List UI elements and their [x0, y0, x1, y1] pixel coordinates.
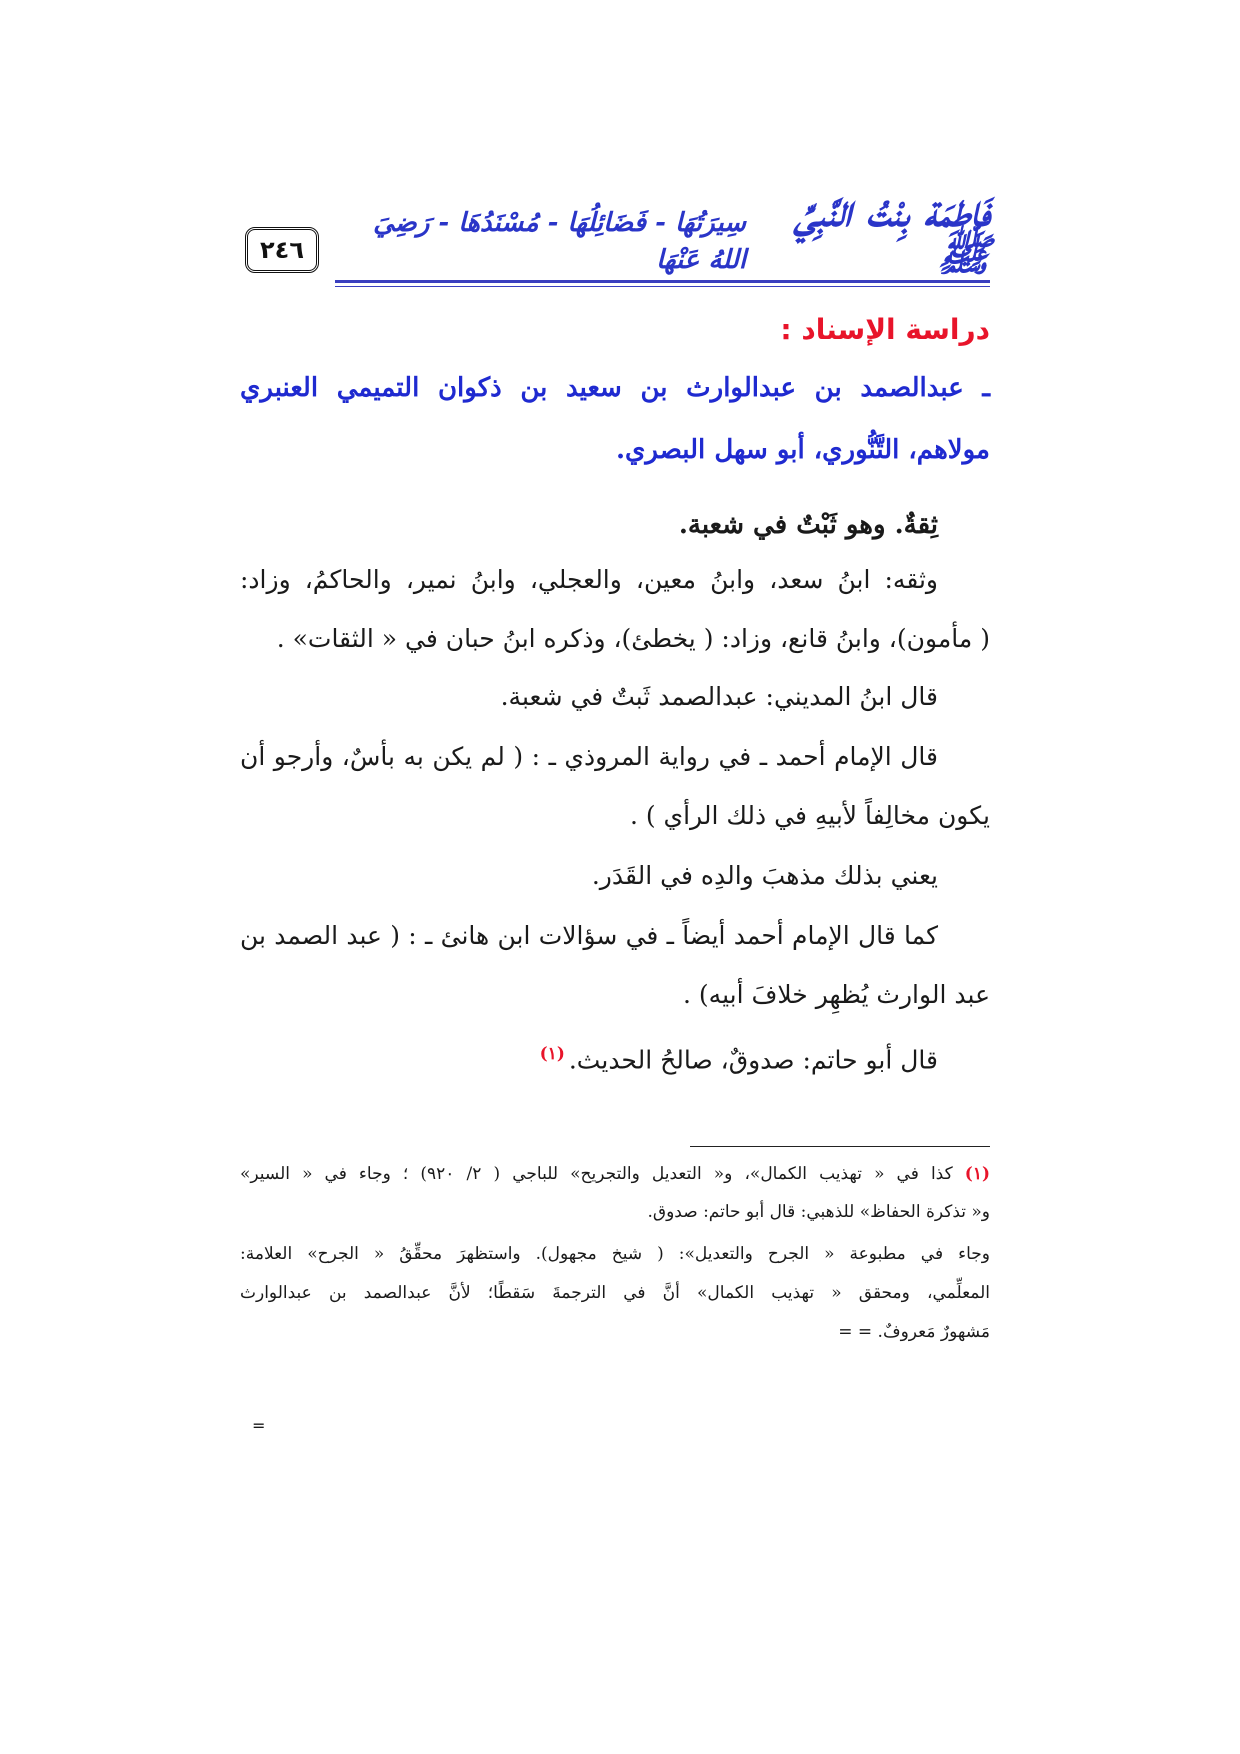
section-title: دراسة الإسناد : [780, 313, 990, 346]
footnote-separator [690, 1146, 990, 1147]
ahmad-quote-line-2: يكون مخالِفاً لأبيهِ في ذلك الرأي ) . [629, 801, 990, 830]
narrator-name-line-2: مولاهم، التَّنُّوري، أبو سهل البصري. [615, 435, 990, 465]
narrator-name-line-1: ـ عبدالصمد بن عبدالوارث بن سعيد بن ذكوان التميمي العنبري [240, 373, 990, 403]
footnote-number: (١) [964, 1164, 991, 1184]
tawthiq-line-2: ( مأمون)، وابنُ قانع، وزاد: ( يخطئ)، وذكره ابنُ حبان في « الثقات» . [276, 624, 990, 653]
abu-hatim-text: قال أبو حاتم: صدوقٌ، صالحُ الحديث. [568, 1045, 938, 1075]
footnote-text-1: كذا في « تهذيب الكمال»، و« التعديل والتجريح» للباجي ( ٢/ ٩٢٠) ؛ وجاء في « السير» [240, 1164, 953, 1184]
header-rule-thin [335, 286, 990, 287]
abu-hatim-quote [240, 1034, 990, 1080]
footnote-reference[interactable]: (١) [539, 1044, 565, 1064]
footnote-line-2: و« تذكرة الحفاظ» للذهبي: قال أبو حاتم: صدوق. [647, 1202, 990, 1222]
hani-quote-line-2: عبد الوارث يُظهِر خلافَ أبيه) . [683, 980, 990, 1009]
footnote-line-3: وجاء في مطبوعة « الجرح والتعديل»: ( شيخ مجهول). واستظهرَ محقِّقُ « الجرح» العلامة: [240, 1244, 990, 1264]
page-number: ٢٤٦ [245, 227, 319, 273]
header-rule [335, 280, 990, 283]
hani-quote-line-1: كما قال الإمام أحمد أيضاً ـ في سؤالات ابن هانئ ـ : ( عبد الصمد بن [240, 921, 938, 950]
ahmad-quote-line-1: قال الإمام أحمد ـ في رواية المروذي ـ : ( لم يكن به بأسٌ، وأرجو أن [240, 742, 938, 771]
footnote-line-5: مَشهورٌ مَعروفٌ. = = [838, 1322, 990, 1342]
madini-quote: قال ابنُ المديني: عبدالصمد ثَبتٌ في شعبة. [500, 682, 938, 711]
footnote-line-4: المعلِّمي، ومحقق « تهذيب الكمال» أنَّ في الترجمةَ سَقطًا؛ لأنَّ عبدالصمد بن عبدالوارث [240, 1283, 990, 1303]
tawthiq-line-1: وثقه: ابنُ سعد، وابنُ معين، والعجلي، وابنُ نمير، والحاكمُ، وزاد: [240, 565, 938, 594]
page-header [245, 186, 990, 290]
footnote-line-1 [240, 1162, 990, 1186]
book-title-main: فَاطِمَة بِنْتُ النَّبِيِّ ﷺ [794, 186, 990, 281]
narrator-grade: ثِقةٌ. وهو ثَبْتٌ في شعبة. [678, 510, 938, 540]
explanation: يعني بذلك مذهبَ والدِه في القَدَر. [591, 861, 938, 890]
footnote-continuation-mark: = [252, 1416, 266, 1435]
book-title-subtitle: سِيرَتُهَا - فَضَائِلُهَا - مُسْنَدُهَا - رَضِيَ اللهُ عَنْهَا [373, 208, 747, 275]
book-title [335, 186, 990, 281]
